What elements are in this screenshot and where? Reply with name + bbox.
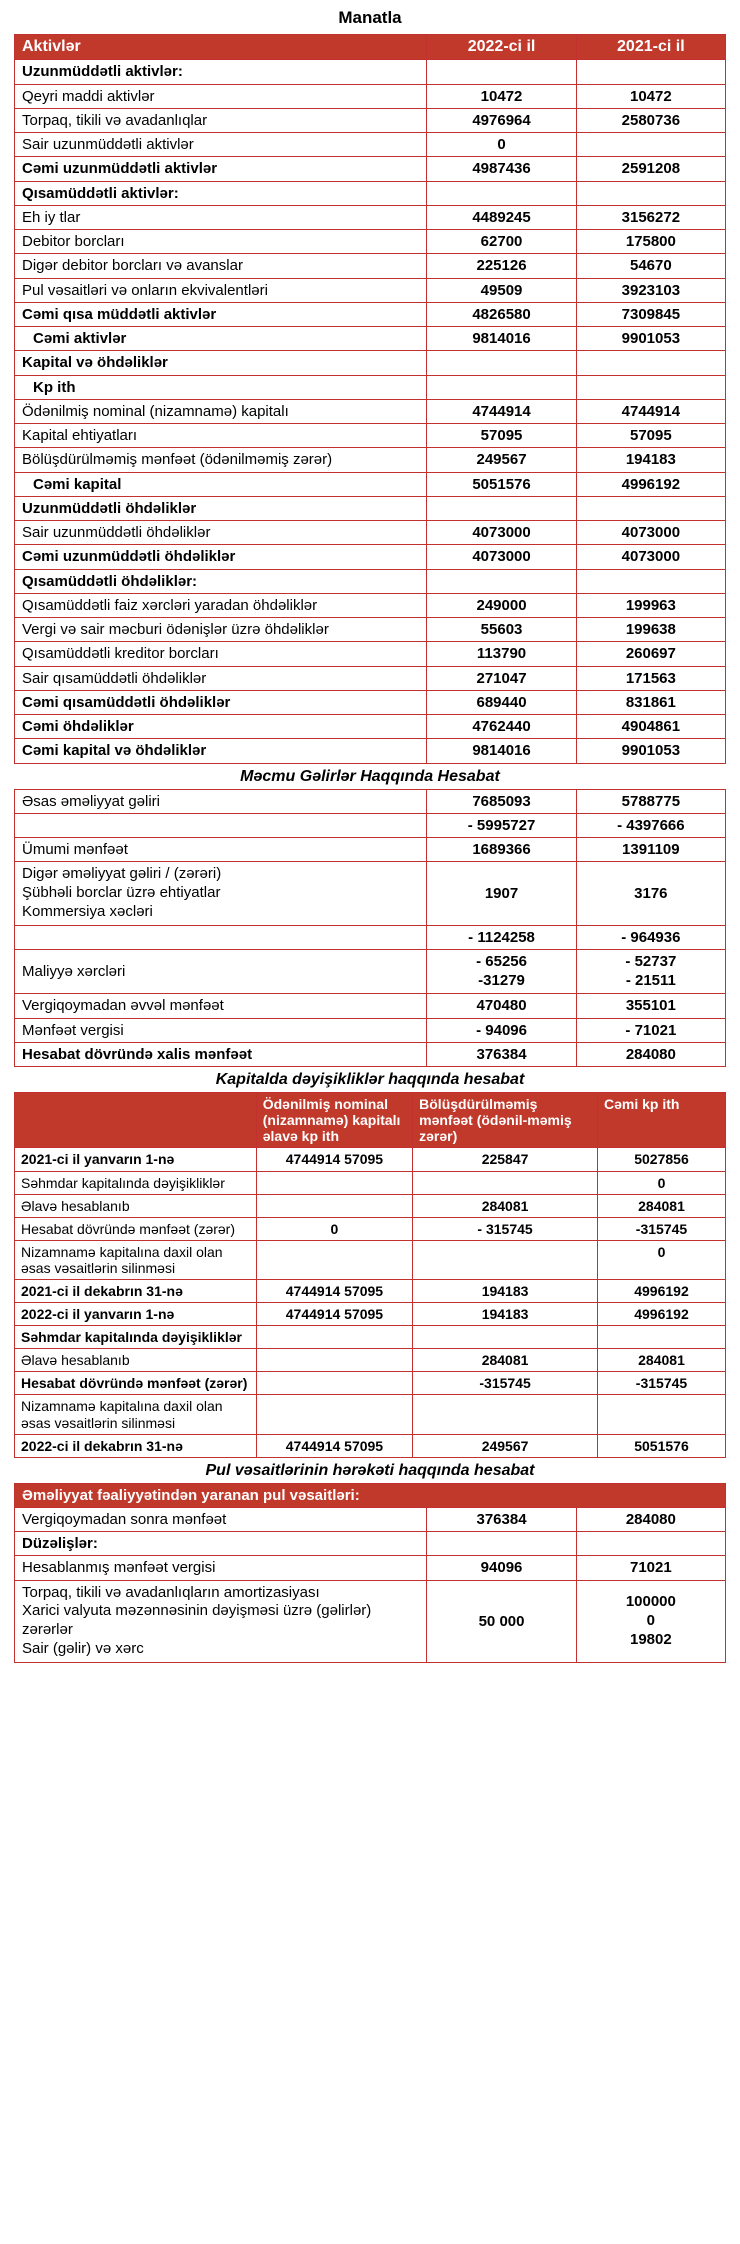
table-row: [15, 448, 726, 472]
row-label: Hesablanmış mənfəət vergisi: [15, 1556, 427, 1580]
row-value-2022: 376384: [427, 1042, 576, 1066]
table-row: [15, 230, 726, 254]
table-row: [15, 1532, 726, 1556]
capital-col-3: Cəmi kр ith: [598, 1093, 726, 1148]
row-value-2021: [576, 1532, 725, 1556]
row-value-retained: 249567: [413, 1434, 598, 1457]
row-value-2021: 284080: [576, 1507, 725, 1531]
row-value-paid-capital: [256, 1171, 412, 1194]
row-label: [15, 862, 427, 925]
row-value-2021: 3156272: [576, 205, 725, 229]
row-value-2021: 260697: [576, 642, 725, 666]
row-label: Nizamnamə kapitalına daxil olan əsas vəsaitlərin silinməsi: [15, 1240, 257, 1279]
table-row: [15, 838, 726, 862]
row-value-2022: 55603: [427, 618, 576, 642]
row-value-2021: [576, 375, 725, 399]
row-label: Debitor borcları: [15, 230, 427, 254]
table-row: [15, 521, 726, 545]
row-value-2021: [576, 496, 725, 520]
row-value-2021: [576, 949, 725, 994]
row-value-paid-capital: 4744914 57095: [256, 1303, 412, 1326]
row-value-2022: - 94096: [427, 1018, 576, 1042]
row-label: Ümumi mənfəət: [15, 838, 427, 862]
table-row: [15, 1148, 726, 1171]
table-row: [15, 278, 726, 302]
row-value-2022: 94096: [427, 1556, 576, 1580]
row-value-2021: [576, 351, 725, 375]
row-value-retained: 194183: [413, 1279, 598, 1302]
row-value-retained: - 315745: [413, 1217, 598, 1240]
table-row: [15, 1326, 726, 1349]
table-row: [15, 1349, 726, 1372]
table-row: [15, 327, 726, 351]
row-value-2022: [427, 949, 576, 994]
table-row: [15, 157, 726, 181]
row-value-2021: 355101: [576, 994, 725, 1018]
row-value-2022: 5051576: [427, 472, 576, 496]
row-value-2021: - 964936: [576, 925, 725, 949]
table-row: [15, 813, 726, 837]
row-label: Cəmi kapital və öhdəliklər: [15, 739, 427, 763]
row-value-2022: 376384: [427, 1507, 576, 1531]
row-value-2021: 4996192: [576, 472, 725, 496]
table-row: [15, 496, 726, 520]
row-label: Qısamüddətli öhdəliklər:: [15, 569, 427, 593]
cell-line: - 52737: [625, 952, 677, 970]
row-value-2022: 4073000: [427, 545, 576, 569]
row-label: Qısamüddətli kreditor borcları: [15, 642, 427, 666]
row-value-2021: 71021: [576, 1556, 725, 1580]
balance-header-row: [15, 35, 726, 60]
row-value-2021: - 71021: [576, 1018, 725, 1042]
row-value-2021: [576, 1580, 725, 1662]
row-value-total: [598, 1395, 726, 1434]
table-row: [15, 399, 726, 423]
table-row: [15, 545, 726, 569]
table-row: [15, 715, 726, 739]
row-value-2021: [576, 569, 725, 593]
table-row: [15, 424, 726, 448]
row-value-2021: 7309845: [576, 302, 725, 326]
table-row: [15, 1395, 726, 1434]
row-label: Cəmi uzunmüddətli aktivlər: [15, 157, 427, 181]
table-row: [15, 862, 726, 925]
row-value-retained: [413, 1326, 598, 1349]
row-label: Mənfəət vergisi: [15, 1018, 427, 1042]
table-row: [15, 60, 726, 84]
table-row: [15, 994, 726, 1018]
row-label: Sair uzunmüddətli öhdəliklər: [15, 521, 427, 545]
row-value-2021: 9901053: [576, 327, 725, 351]
table-row: [15, 205, 726, 229]
row-label: 2021-ci il yanvarın 1-nə: [15, 1148, 257, 1171]
cashflow-title: Pul vəsaitlərinin hərəkəti haqqında hesabat: [205, 1461, 535, 1479]
row-value-2022: 57095: [427, 424, 576, 448]
row-value-2021: 4073000: [576, 521, 725, 545]
row-label: Bölüşdürülməmiş mənfəət (ödənilməmiş zərər): [15, 448, 427, 472]
balance-col-2: 2021-ci il: [576, 35, 725, 60]
table-row: [15, 351, 726, 375]
row-value-2022: 0: [427, 133, 576, 157]
row-value-2022: 4987436: [427, 157, 576, 181]
row-value-retained: 284081: [413, 1349, 598, 1372]
cell-line: Torpaq, tikili və avadanlıqların amortizasiyası: [22, 1583, 320, 1601]
row-label: Əsas əməliyyat gəliri: [15, 789, 427, 813]
row-value-paid-capital: 0: [256, 1217, 412, 1240]
row-value-total: 4996192: [598, 1303, 726, 1326]
cashflow-table: [14, 1483, 726, 1663]
cell-line: Şübhəli borclar üzrə ehtiyatlar: [22, 884, 221, 902]
table-row: [15, 1556, 726, 1580]
row-label: Vergiqoymadan sonra mənfəət: [15, 1507, 427, 1531]
row-label: Düzəlişlər:: [15, 1532, 427, 1556]
row-value-2021: 194183: [576, 448, 725, 472]
row-value-total: 5051576: [598, 1434, 726, 1457]
row-label: Cəmi kapital: [15, 472, 427, 496]
row-label: Cəmi uzunmüddətli öhdəliklər: [15, 545, 427, 569]
row-value-2021: 57095: [576, 424, 725, 448]
table-row: [15, 181, 726, 205]
row-value-2022: 10472: [427, 84, 576, 108]
row-value-paid-capital: [256, 1194, 412, 1217]
cell-line: 19802: [629, 1630, 672, 1648]
row-label: Torpaq, tikili və avadanlıqlar: [15, 108, 427, 132]
row-label: Əlavə hesablanıb: [15, 1349, 257, 1372]
cashflow-header-row: [15, 1483, 726, 1507]
row-label: 2022-ci il yanvarın 1-nə: [15, 1303, 257, 1326]
cell-line: Kommersiya xəcləri: [22, 902, 153, 920]
row-value-2022: - 5995727: [427, 813, 576, 837]
row-value-2021: 831861: [576, 690, 725, 714]
table-row: [15, 375, 726, 399]
row-value-retained: -315745: [413, 1372, 598, 1395]
table-row: [15, 666, 726, 690]
row-value-2021: 3923103: [576, 278, 725, 302]
row-label: Sair qısamüddətli öhdəliklər: [15, 666, 427, 690]
capital-changes-table: [14, 1092, 726, 1458]
row-value-2022: [427, 375, 576, 399]
row-value-2021: 284080: [576, 1042, 725, 1066]
table-row: [15, 569, 726, 593]
table-row: [15, 1372, 726, 1395]
currency-label: Manatla: [338, 8, 402, 27]
row-label: Cəmi öhdəliklər: [15, 715, 427, 739]
row-label: [15, 925, 427, 949]
row-label: 2021-ci il dekabrın 31-nə: [15, 1279, 257, 1302]
row-value-retained: [413, 1171, 598, 1194]
table-row: [15, 302, 726, 326]
income-statement-title: Məcmu Gəlirlər Haqqında Hesabat: [240, 767, 500, 785]
row-label: Kapital və öhdəliklər: [15, 351, 427, 375]
row-value-2021: 199638: [576, 618, 725, 642]
table-row: [15, 1303, 726, 1326]
row-value-2021: 1391109: [576, 838, 725, 862]
row-label: Vergi və sair məcburi ödənişlər üzrə öhdəliklər: [15, 618, 427, 642]
cell-line: - 21511: [625, 971, 676, 989]
table-row: [15, 472, 726, 496]
row-value-2022: 225126: [427, 254, 576, 278]
row-value-paid-capital: [256, 1240, 412, 1279]
row-value-2021: - 4397666: [576, 813, 725, 837]
table-row: [15, 1240, 726, 1279]
row-value-2021: 2580736: [576, 108, 725, 132]
table-row: [15, 593, 726, 617]
balance-col-0: Aktivlər: [15, 35, 427, 60]
row-value-total: 4996192: [598, 1279, 726, 1302]
row-value-2021: [576, 133, 725, 157]
row-value-2021: 5788775: [576, 789, 725, 813]
row-value-2022: 249567: [427, 448, 576, 472]
row-label: Kр ith: [15, 375, 427, 399]
row-label: [15, 813, 427, 837]
row-label: Vergiqoymadan əvvəl mənfəət: [15, 994, 427, 1018]
row-value-total: 0: [598, 1171, 726, 1194]
capital-header-row: [15, 1093, 726, 1148]
row-value-paid-capital: [256, 1349, 412, 1372]
cell-line: Digər əməliyyat gəliri / (zərəri): [22, 865, 222, 883]
row-label: Uzunmüddətli aktivlər:: [15, 60, 427, 84]
row-value-2022: [427, 1532, 576, 1556]
row-label: Uzunmüddətli öhdəliklər: [15, 496, 427, 520]
row-value-2021: 4073000: [576, 545, 725, 569]
cell-line: Sair (gəlir) və xərc: [22, 1639, 144, 1657]
table-row: [15, 133, 726, 157]
table-row: [15, 690, 726, 714]
row-value-retained: [413, 1240, 598, 1279]
table-row: [15, 1018, 726, 1042]
table-row: [15, 1217, 726, 1240]
row-value-retained: 194183: [413, 1303, 598, 1326]
table-row: [15, 949, 726, 994]
row-value-2022: 1907: [427, 862, 576, 925]
row-value-2022: 62700: [427, 230, 576, 254]
table-row: [15, 618, 726, 642]
row-value-2022: 4073000: [427, 521, 576, 545]
row-value-2022: 4826580: [427, 302, 576, 326]
row-label: Sair uzunmüddətli aktivlər: [15, 133, 427, 157]
capital-col-2: Bölüşdürülməmiş mənfəət (ödənil-məmiş zərər): [413, 1093, 598, 1148]
row-value-total: 284081: [598, 1194, 726, 1217]
row-value-2022: 7685093: [427, 789, 576, 813]
row-value-2022: 113790: [427, 642, 576, 666]
row-value-2021: [576, 60, 725, 84]
row-value-paid-capital: [256, 1326, 412, 1349]
row-value-2022: 470480: [427, 994, 576, 1018]
row-value-2021: 9901053: [576, 739, 725, 763]
row-value-2021: 4904861: [576, 715, 725, 739]
row-value-2022: 50 000: [427, 1580, 576, 1662]
row-value-2022: 1689366: [427, 838, 576, 862]
row-value-2021: 199963: [576, 593, 725, 617]
row-value-paid-capital: [256, 1372, 412, 1395]
row-value-retained: 225847: [413, 1148, 598, 1171]
row-label: Eh iy tlar: [15, 205, 427, 229]
row-value-total: 284081: [598, 1349, 726, 1372]
table-row: [15, 1507, 726, 1531]
row-label: Pul vəsaitləri və onların ekvivalentləri: [15, 278, 427, 302]
row-value-2022: 689440: [427, 690, 576, 714]
row-label: Qısamüddətli aktivlər:: [15, 181, 427, 205]
table-row: [15, 1042, 726, 1066]
table-row: [15, 1434, 726, 1457]
row-value-retained: [413, 1395, 598, 1434]
row-value-2021: 175800: [576, 230, 725, 254]
row-value-2022: [427, 351, 576, 375]
cell-line: Xarici valyuta məzənnəsinin dəyişməsi üzrə (gəlirlər) zərərlər: [22, 1602, 372, 1639]
row-value-2021: 171563: [576, 666, 725, 690]
row-value-paid-capital: [256, 1395, 412, 1434]
row-value-2022: [427, 569, 576, 593]
cell-line: - 65256: [476, 952, 527, 970]
cell-line: 0: [646, 1611, 656, 1629]
row-value-2021: [576, 181, 725, 205]
row-label: Qısamüddətli faiz xərcləri yaradan öhdəliklər: [15, 593, 427, 617]
row-value-total: 0: [598, 1240, 726, 1279]
row-label: Cəmi qısamüddətli öhdəliklər: [15, 690, 427, 714]
row-label: Kapital ehtiyatları: [15, 424, 427, 448]
table-row: [15, 1194, 726, 1217]
table-row: [15, 84, 726, 108]
row-value-2022: 4762440: [427, 715, 576, 739]
row-label: Əlavə hesablanıb: [15, 1194, 257, 1217]
cell-line: 100000: [625, 1593, 676, 1611]
row-label: Hesabat dövründə mənfəət (zərər): [15, 1217, 257, 1240]
table-row: [15, 254, 726, 278]
row-value-2022: 9814016: [427, 327, 576, 351]
row-value-retained: 284081: [413, 1194, 598, 1217]
row-value-2022: 4744914: [427, 399, 576, 423]
row-value-2022: 271047: [427, 666, 576, 690]
row-value-total: -315745: [598, 1217, 726, 1240]
row-value-paid-capital: 4744914 57095: [256, 1148, 412, 1171]
cell-line: -31279: [478, 971, 525, 989]
income-statement-table: [14, 789, 726, 1068]
capital-changes-title: Kapitalda dəyişikliklər haqqında hesabat: [215, 1071, 525, 1089]
table-row: [15, 925, 726, 949]
table-row: [15, 1580, 726, 1662]
row-value-2021: 4744914: [576, 399, 725, 423]
row-label: Cəmi aktivlər: [15, 327, 427, 351]
row-value-2021: 2591208: [576, 157, 725, 181]
table-row: [15, 642, 726, 666]
row-label: Səhmdar kapitalında dəyişikliklər: [15, 1171, 257, 1194]
row-label: Hesabat dövründə mənfəət (zərər): [15, 1372, 257, 1395]
row-label: Səhmdar kapitalında dəyişikliklər: [15, 1326, 257, 1349]
row-value-2022: 4976964: [427, 108, 576, 132]
table-row: [15, 739, 726, 763]
table-row: [15, 789, 726, 813]
cashflow-header-label: Əməliyyat fəaliyyətindən yaranan pul vəsaitləri:: [15, 1483, 726, 1507]
row-value-2022: 49509: [427, 278, 576, 302]
row-value-2022: [427, 496, 576, 520]
row-value-total: 5027856: [598, 1148, 726, 1171]
balance-sheet-table: [14, 34, 726, 764]
row-value-2022: 249000: [427, 593, 576, 617]
row-value-2022: 4489245: [427, 205, 576, 229]
table-row: [15, 1279, 726, 1302]
table-row: [15, 1171, 726, 1194]
row-label: [15, 1580, 427, 1662]
row-value-2022: [427, 60, 576, 84]
row-value-total: [598, 1326, 726, 1349]
row-value-2022: - 1124258: [427, 925, 576, 949]
row-label: Qeyri maddi aktivlər: [15, 84, 427, 108]
row-label: Nizamnamə kapitalına daxil olan əsas vəsaitlərin silinməsi: [15, 1395, 257, 1434]
capital-col-0: [15, 1093, 257, 1148]
row-value-total: -315745: [598, 1372, 726, 1395]
table-row: [15, 108, 726, 132]
balance-col-1: 2022-ci il: [427, 35, 576, 60]
capital-col-1: Ödənilmiş nominal (nizamnamə) kapitalı əlavə kр ith: [256, 1093, 412, 1148]
row-value-2021: 3176: [576, 862, 725, 925]
row-value-paid-capital: 4744914 57095: [256, 1279, 412, 1302]
row-label: Ödənilmiş nominal (nizamnamə) kapitalı: [15, 399, 427, 423]
row-value-2022: [427, 181, 576, 205]
row-label: Cəmi qısa müddətli aktivlər: [15, 302, 427, 326]
row-value-2021: 54670: [576, 254, 725, 278]
row-value-2021: 10472: [576, 84, 725, 108]
row-value-paid-capital: 4744914 57095: [256, 1434, 412, 1457]
row-label: Maliyyə xərcləri: [15, 949, 427, 994]
row-label: 2022-ci il dekabrın 31-nə: [15, 1434, 257, 1457]
row-label: Digər debitor borcları və avanslar: [15, 254, 427, 278]
row-label: Hesabat dövründə xalis mənfəət: [15, 1042, 427, 1066]
row-value-2022: 9814016: [427, 739, 576, 763]
